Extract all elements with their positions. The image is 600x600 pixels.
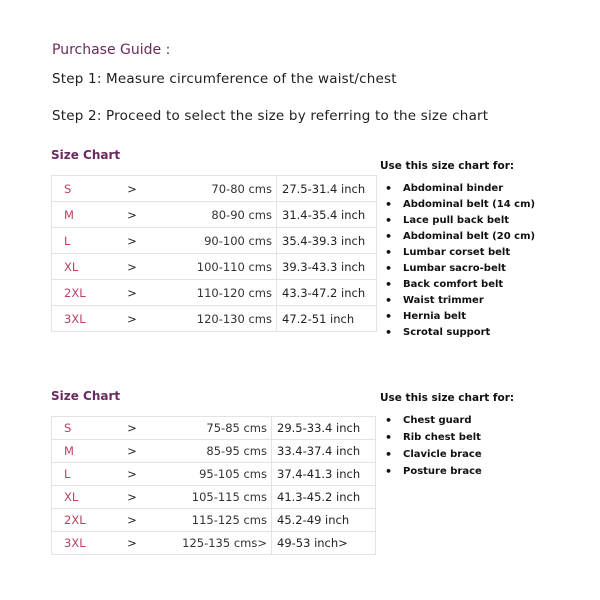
cms-cell: 85-95 cms	[152, 440, 272, 463]
size-cell: 2XL	[52, 509, 113, 532]
size-chart-2-label: Size Chart	[51, 389, 121, 403]
arrow-cell: >	[112, 176, 152, 202]
use-chart-2-heading: Use this size chart for:	[380, 392, 515, 404]
cms-cell: 100-110 cms	[152, 254, 277, 280]
chart-1-product-list	[383, 181, 535, 341]
list-item: • Lumbar sacro-belt	[383, 261, 535, 277]
list-item: • Posture brace	[383, 464, 482, 481]
arrow-cell: >	[112, 440, 152, 463]
size-cell: L	[52, 463, 113, 486]
list-item: • Hernia belt	[383, 309, 535, 325]
list-item: • Abdominal belt (14 cm)	[383, 197, 535, 213]
arrow-cell: >	[112, 306, 152, 332]
arrow-cell: >	[112, 417, 152, 440]
list-item: • Lumbar corset belt	[383, 245, 535, 261]
table-row	[52, 228, 377, 254]
size-chart-1-table	[51, 175, 377, 332]
cms-cell: 75-85 cms	[152, 417, 272, 440]
list-item: • Chest guard	[383, 413, 482, 430]
list-item: • Rib chest belt	[383, 430, 482, 447]
chart-2-product-list	[383, 413, 482, 481]
step-1-text: Step 1: Measure circumference of the waist/chest	[52, 71, 397, 87]
table-row	[52, 486, 376, 509]
size-cell: 3XL	[52, 532, 113, 555]
inch-cell: 27.5-31.4 inch	[277, 176, 377, 202]
list-item: • Scrotal support	[383, 325, 535, 341]
size-cell: M	[52, 202, 113, 228]
inch-cell: 49-53 inch>	[272, 532, 376, 555]
size-cell: S	[52, 417, 113, 440]
list-item: • Clavicle brace	[383, 447, 482, 464]
table-row	[52, 417, 376, 440]
size-chart-1-label: Size Chart	[51, 148, 121, 162]
step-2-text: Step 2: Proceed to select the size by referring to the size chart	[52, 108, 489, 124]
use-chart-1-heading: Use this size chart for:	[380, 160, 515, 172]
table-row	[52, 306, 377, 332]
cms-cell: 95-105 cms	[152, 463, 272, 486]
inch-cell: 31.4-35.4 inch	[277, 202, 377, 228]
purchase-guide-title: Purchase Guide :	[52, 42, 171, 58]
size-cell: S	[52, 176, 113, 202]
cms-cell: 105-115 cms	[152, 486, 272, 509]
table-row	[52, 532, 376, 555]
inch-cell: 33.4-37.4 inch	[272, 440, 376, 463]
list-item: • Abdominal binder	[383, 181, 535, 197]
table-row	[52, 463, 376, 486]
cms-cell: 115-125 cms	[152, 509, 272, 532]
size-cell: M	[52, 440, 113, 463]
cms-cell: 110-120 cms	[152, 280, 277, 306]
cms-cell: 70-80 cms	[152, 176, 277, 202]
table-row	[52, 280, 377, 306]
inch-cell: 45.2-49 inch	[272, 509, 376, 532]
list-item: • Lace pull back belt	[383, 213, 535, 229]
arrow-cell: >	[112, 202, 152, 228]
size-cell: L	[52, 228, 113, 254]
arrow-cell: >	[112, 463, 152, 486]
inch-cell: 41.3-45.2 inch	[272, 486, 376, 509]
cms-cell: 80-90 cms	[152, 202, 277, 228]
arrow-cell: >	[112, 532, 152, 555]
list-item: • Abdominal belt (20 cm)	[383, 229, 535, 245]
inch-cell: 37.4-41.3 inch	[272, 463, 376, 486]
inch-cell: 29.5-33.4 inch	[272, 417, 376, 440]
size-cell: XL	[52, 254, 113, 280]
list-item: • Back comfort belt	[383, 277, 535, 293]
arrow-cell: >	[112, 509, 152, 532]
table-row	[52, 254, 377, 280]
size-cell: 3XL	[52, 306, 113, 332]
table-row	[52, 509, 376, 532]
inch-cell: 43.3-47.2 inch	[277, 280, 377, 306]
size-chart-2-table	[51, 416, 376, 555]
inch-cell: 35.4-39.3 inch	[277, 228, 377, 254]
list-item: • Waist trimmer	[383, 293, 535, 309]
size-cell: XL	[52, 486, 113, 509]
size-cell: 2XL	[52, 280, 113, 306]
inch-cell: 39.3-43.3 inch	[277, 254, 377, 280]
arrow-cell: >	[112, 280, 152, 306]
table-row	[52, 202, 377, 228]
arrow-cell: >	[112, 254, 152, 280]
arrow-cell: >	[112, 228, 152, 254]
cms-cell: 120-130 cms	[152, 306, 277, 332]
inch-cell: 47.2-51 inch	[277, 306, 377, 332]
table-row	[52, 440, 376, 463]
table-row	[52, 176, 377, 202]
arrow-cell: >	[112, 486, 152, 509]
cms-cell: 90-100 cms	[152, 228, 277, 254]
cms-cell: 125-135 cms>	[152, 532, 272, 555]
